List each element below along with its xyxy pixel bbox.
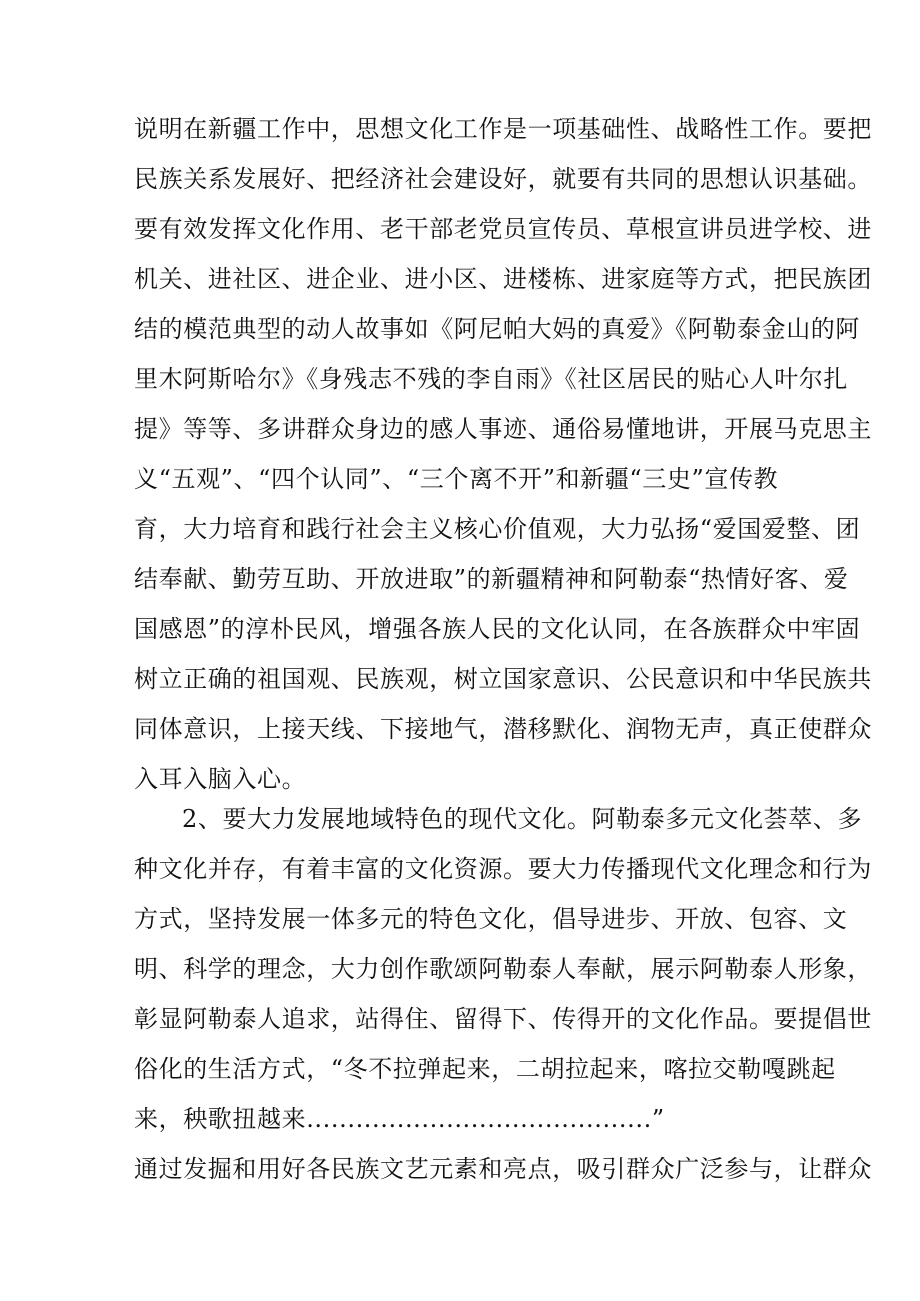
text-line: 说明在新疆工作中，思想文化工作是一项基础性、战略性工作。要把: [134, 115, 872, 143]
text-line: 提》等等、多讲群众身边的感人事迹、通俗易懂地讲，开展马克思主: [134, 415, 872, 443]
text-line: 同体意识，上接天线、下接地气，潜移默化、润物无声，真正使群众: [134, 715, 872, 743]
text-line-indented: 2、要大力发展地域特色的现代文化。阿勒泰多元文化荟萃、多: [182, 805, 863, 833]
text-line: 里木阿斯哈尔》《身残志不残的李自雨》《社区居民的贴心人叶尔扎: [134, 365, 848, 393]
text-line: 通过发掘和用好各民族文艺元素和亮点，吸引群众广泛参与，让群众: [134, 1155, 872, 1183]
text-line: 要有效发挥文化作用、老干部老党员宣传员、草根宣讲员进学校、进: [134, 215, 872, 243]
text-line: 民族关系发展好、把经济社会建设好，就要有共同的思想认识基础。: [134, 165, 872, 193]
paragraph-2: [134, 794, 872, 1194]
text-line: 结奉献、勤劳互助、开放进取”的新疆精神和阿勒泰“热情好客、爱: [134, 565, 849, 593]
text-line: 来，秧歌扭越来..........................................”: [134, 1105, 665, 1133]
text-line: 种文化并存，有着丰富的文化资源。要大力传播现代文化理念和行为: [134, 855, 872, 883]
text-line: 明、科学的理念，大力创作歌颂阿勒泰人奉献，展示阿勒泰人形象，: [134, 955, 872, 983]
text-line: 国感恩”的淳朴民风，增强各族人民的文化认同，在各族群众中牢固: [134, 615, 861, 643]
text-line: 彰显阿勒泰人追求，站得住、留得下、传得开的文化作品。要提倡世: [134, 1005, 872, 1033]
text-line: 育，大力培育和践行社会主义核心价值观，大力弘扬“爱国爱整、团: [134, 515, 861, 543]
text-line: 机关、进社区、进企业、进小区、进楼栋、进家庭等方式，把民族团: [134, 265, 872, 293]
text-line: 结的模范典型的动人故事如《阿尼帕大妈的真爱》《阿勒泰金山的阿: [134, 315, 860, 343]
text-line: 义“五观”、“四个认同”、“三个离不开”和新疆“三史”宣传教: [134, 465, 779, 493]
text-line: 俗化的生活方式，“冬不拉弹起来，二胡拉起来，喀拉交勒嘎跳起: [134, 1055, 836, 1083]
text-line: 入耳入脑入心。: [134, 765, 307, 793]
paragraph-1: [134, 104, 872, 804]
text-line: 树立正确的祖国观、民族观，树立国家意识、公民意识和中华民族共: [134, 665, 872, 693]
text-line: 方式，坚持发展一体多元的特色文化，倡导进步、开放、包容、文: [134, 905, 848, 933]
